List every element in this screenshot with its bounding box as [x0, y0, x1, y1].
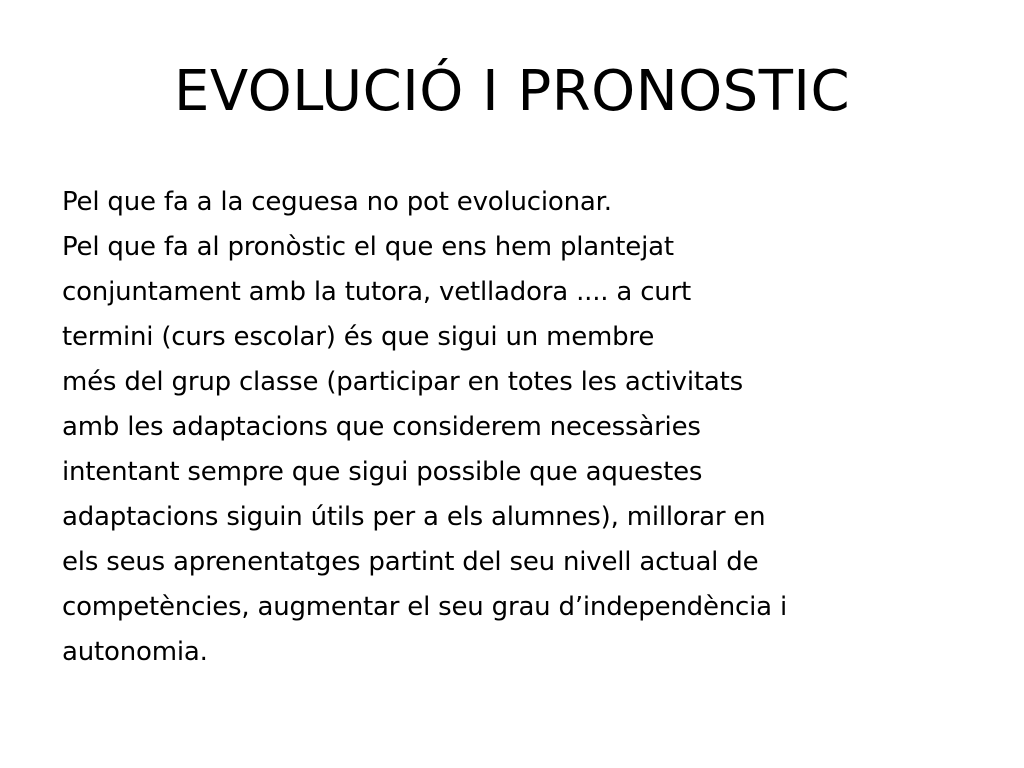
body-line: conjuntament amb la tutora, vetlladora .... a curt [62, 277, 692, 307]
slide-body-text [62, 180, 962, 675]
body-line: els seus aprenentatges partint del seu nivell actual de [62, 547, 759, 577]
body-line: termini (curs escolar) és que sigui un membre [62, 322, 655, 352]
body-line: intentant sempre que sigui possible que aquestes [62, 457, 703, 487]
body-line: amb les adaptacions que considerem necessàries [62, 412, 701, 442]
body-line: Pel que fa al pronòstic el que ens hem plantejat [62, 232, 674, 262]
body-line: competències, augmentar el seu grau d’independència i [62, 592, 787, 622]
body-line: adaptacions siguin útils per a els alumnes), millorar en [62, 502, 766, 532]
body-line: Pel que fa a la ceguesa no pot evolucionar. [62, 187, 612, 217]
slide-title: EVOLUCIÓ I PRONOSTIC [173, 59, 851, 124]
body-line: autonomia. [62, 637, 208, 667]
body-line: més del grup classe (participar en totes les activitats [62, 367, 743, 397]
